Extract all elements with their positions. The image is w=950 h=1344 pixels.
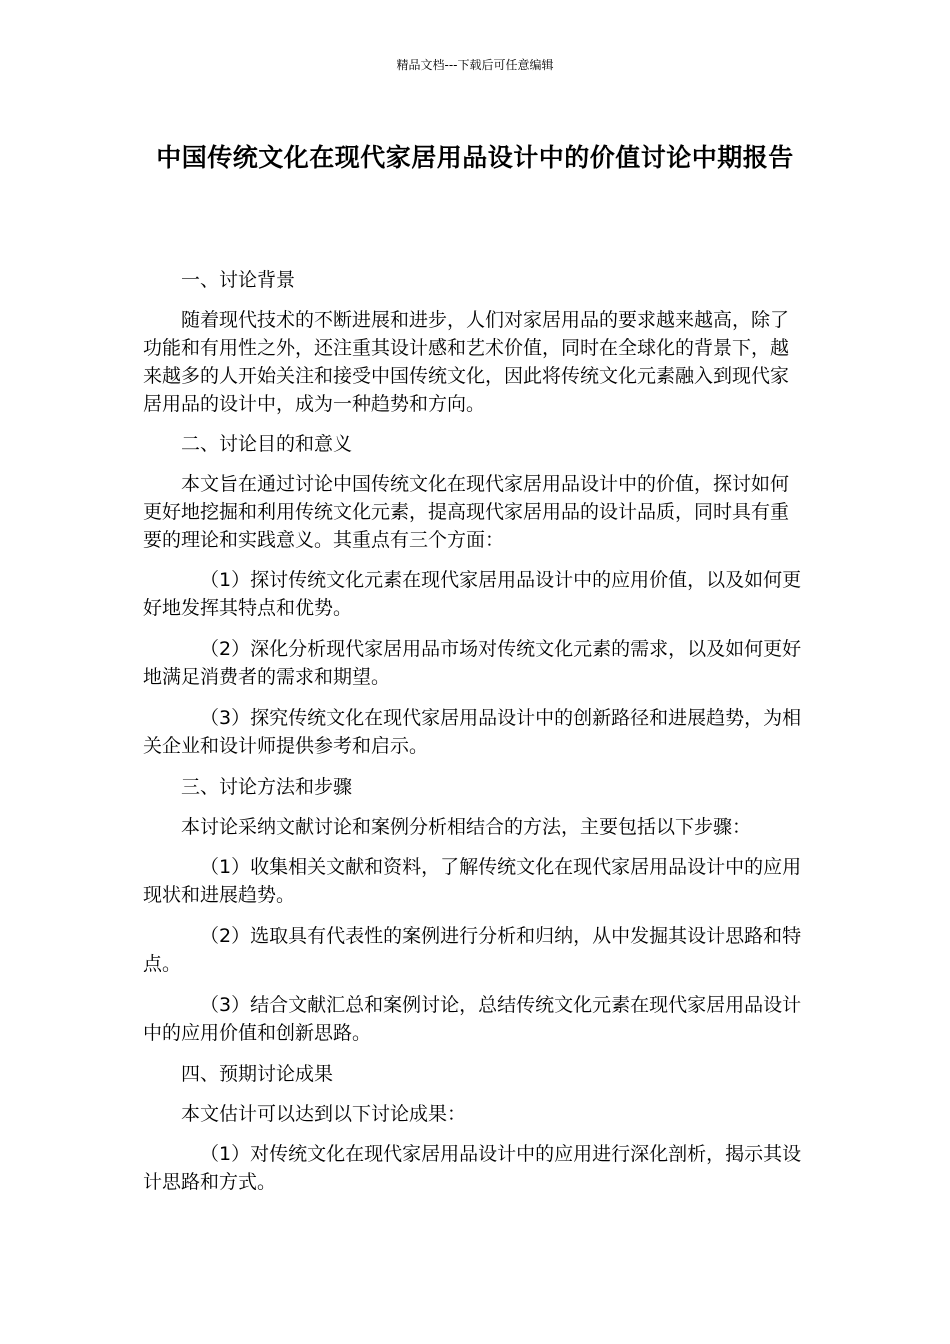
list-item-purpose-2: （2）深化分析现代家居用品市场对传统文化元素的需求，以及如何更好地满足消费者的需求和期望。 — [143, 638, 802, 688]
list-item-method-2: （2）选取具有代表性的案例进行分析和归纳，从中发掘其设计思路和特点。 — [143, 925, 802, 975]
section-heading-results: 四、预期讨论成果 — [181, 1063, 334, 1085]
list-item-purpose-1: （1）探讨传统文化元素在现代家居用品设计中的应用价值，以及如何更好地发挥其特点和优势。 — [143, 569, 802, 619]
paragraph-background: 随着现代技术的不断进展和进步，人们对家居用品的要求越来越高，除了功能和有用性之外，还注重其设计感和艺术价值，同时在全球化的背景下，越来越多的人开始关注和接受中国传统文化，因此将传统文化元素融入到现代家居用品的设计中，成为一种趋势和方向。 — [143, 309, 790, 415]
page-header: 精品文档---下载后可任意编辑 — [396, 58, 554, 72]
section-heading-purpose: 二、讨论目的和意义 — [181, 433, 353, 455]
paragraph-results: 本文估计可以达到以下讨论成果： — [181, 1103, 467, 1125]
section-heading-background: 一、讨论背景 — [181, 269, 296, 291]
list-item-method-3: （3）结合文献汇总和案例讨论，总结传统文化元素在现代家居用品设计中的应用价值和创新思路。 — [143, 994, 802, 1044]
list-item-method-1: （1）收集相关文献和资料，了解传统文化在现代家居用品设计中的应用现状和进展趋势。 — [143, 856, 802, 906]
paragraph-purpose: 本文旨在通过讨论中国传统文化在现代家居用品设计中的价值，探讨如何更好地挖掘和利用传统文化元素，提高现代家居用品的设计品质，同时具有重要的理论和实践意义。其重点有三个方面： — [143, 473, 790, 551]
paragraph-method: 本讨论采纳文献讨论和案例分析相结合的方法，主要包括以下步骤： — [181, 816, 752, 838]
document-title: 中国传统文化在现代家居用品设计中的价值讨论中期报告 — [156, 143, 794, 172]
list-item-results-1: （1）对传统文化在现代家居用品设计中的应用进行深化剖析，揭示其设计思路和方式。 — [143, 1143, 802, 1193]
document-body — [143, 266, 807, 1209]
section-heading-method: 三、讨论方法和步骤 — [181, 776, 353, 798]
list-item-purpose-3: （3）探究传统文化在现代家居用品设计中的创新路径和进展趋势，为相关企业和设计师提供参考和启示。 — [143, 707, 802, 757]
